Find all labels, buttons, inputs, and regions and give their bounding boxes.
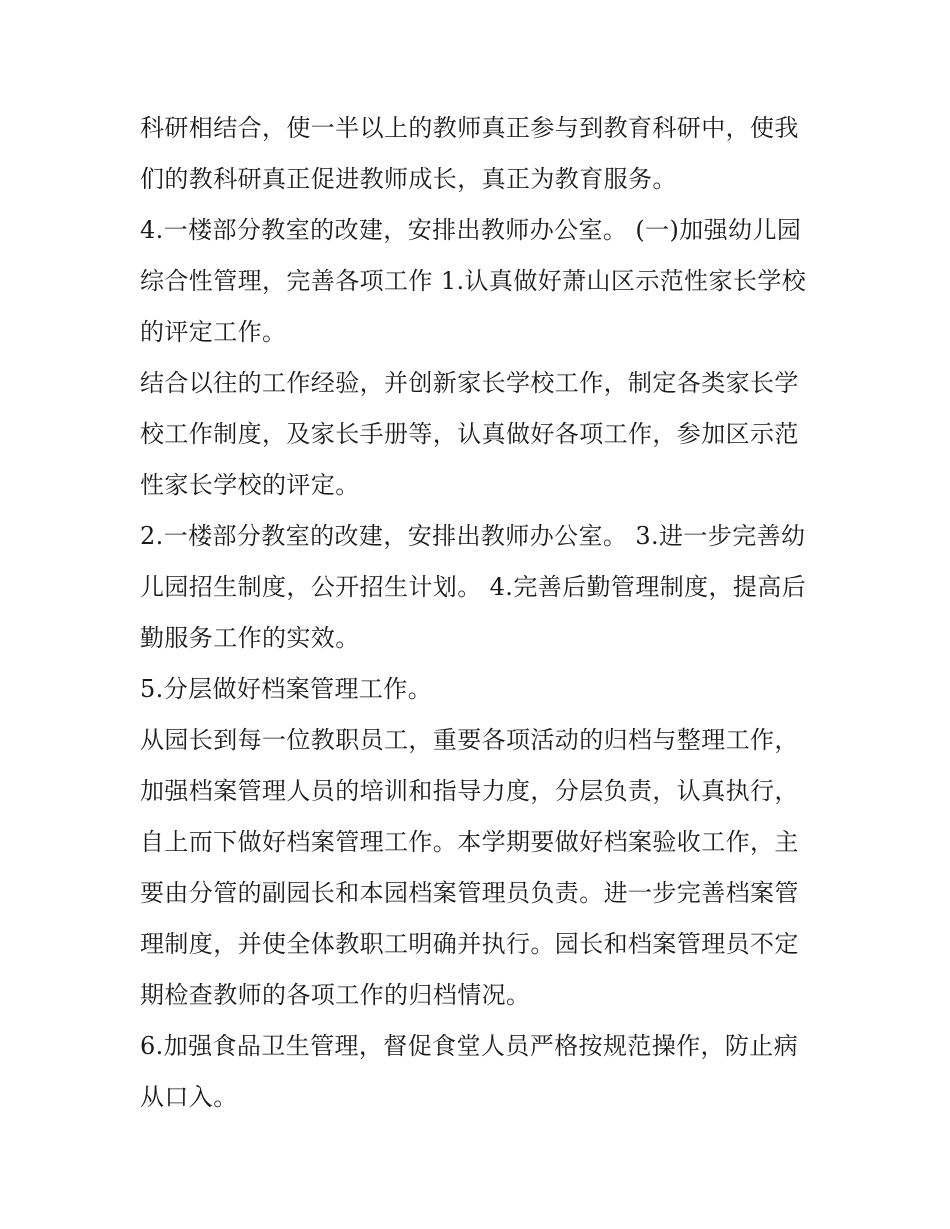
paragraph-food-hygiene: 6.加强食品卫生管理，督促食堂人员严格按规范操作，防止病 从口入。 [140, 1032, 799, 1111]
paragraph-research: 科研相结合，使一半以上的教师真正参与到教育科研中，使我 们的教科研真正促进教师成长，真正为教育服务。 [140, 114, 799, 193]
document-body [140, 103, 820, 1123]
paragraph-archive-heading: 5.分层做好档案管理工作。 [140, 675, 433, 703]
paragraph-enrollment-logistics: 2.一楼部分教室的改建，安排出教师办公室。 3.进一步完善幼 儿园招生制度，公开招生计划。 4.完善后勤管理制度，提高后 勤服务工作的实效。 [140, 522, 807, 652]
paragraph-classroom-renovation: 4.一楼部分教室的改建，安排出教师办公室。 (一)加强幼儿园 综合性管理，完善各项工作 1.认真做好萧山区示范性家长学校 的评定工作。 [140, 216, 807, 346]
paragraph-archive-management: 从园长到每一位教职员工，重要各项活动的归档与整理工作， 加强档案管理人员的培训和指导力度，分层负责，认真执行， 自上而下做好档案管理工作。本学期要做好档案验收工作，主 要由分管的副园长和本园档案管理员负责。进一步完善档案管 理制度，并使全体教职工明确并执行。园长和档案管理员不定 期检查教师的各项工作的归档情况。 [140, 726, 799, 1009]
paragraph-parent-school: 结合以往的工作经验，并创新家长学校工作，制定各类家长学 校工作制度，及家长手册等，认真做好各项工作，参加区示范 性家长学校的评定。 [140, 369, 799, 499]
